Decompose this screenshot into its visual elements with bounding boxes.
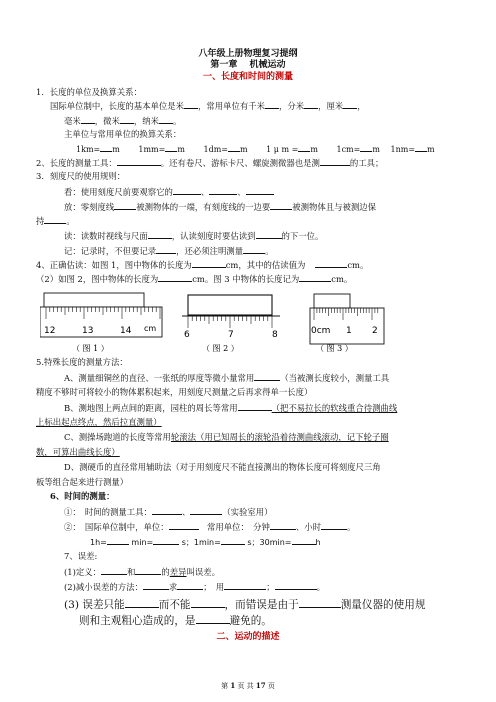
tick-label-2: 2	[372, 326, 378, 336]
method-a-line-1: A、测量细铜丝的直径、一张纸的厚度等微小量常用 （当被测长度较小，测量工具	[64, 373, 390, 383]
page-footer: 第 1 页 共 17 页	[221, 681, 275, 690]
item-4-line-1: 4、正确估读：如图 1，图中物体的长度为 cm，其中的估读值为 cm。	[36, 260, 369, 270]
rule-put: 放：零刻度线 被测物体的一端，有刻度线的一边要 被测物体且与被测边保	[64, 202, 376, 212]
item-5-heading: 5.特殊长度的测量方法：	[36, 357, 128, 367]
tick-label-14: 14	[120, 326, 132, 336]
method-d-line-1: D、测硬币的直径常用辅助法（对于用刻度尺不能直接测出的物体长度可将刻度尺三角	[64, 462, 381, 472]
method-b-line-2: 上标出起点终点，然后拉直测量）	[36, 417, 162, 427]
item-4-line-2: （2）如图 2，图中物体的长度为 cm。图 3 中物体的长度记为 cm。	[36, 274, 353, 284]
conversion-line: 1km= m 1mm= m 1dm= m 1 μ m = m 1cm= m 1nm= m	[76, 145, 435, 154]
error-vs-mistake-line-1: (3) 误差只能 而不能 ，而错误是由于 测量仪器的使用规	[64, 599, 426, 611]
tick-label-12: 12	[44, 326, 56, 336]
unit-line-1: 国际单位制中，长度的基本单位是米 ，常用单位有千米 ，分米 ，厘米 ，	[50, 101, 366, 111]
unit-line-2: 毫米 ，微米 ，纳米 。	[64, 116, 182, 126]
page-title: 八年级上册物理复习提纲	[198, 49, 298, 59]
rule-read: 读：读数时视线与尺面 ，认读刻度时要估读到 的下一位。	[64, 231, 324, 241]
item-1-heading: 1．长度的单位及换算关系：	[36, 87, 142, 97]
conversion-heading: 主单位与常用单位的换算关系：	[64, 129, 182, 139]
tick-label-7: 7	[228, 330, 234, 340]
item-2: 2、长度的测量工具： 。还有卷尺、游标卡尺、螺旋测微器也是测 的工具；	[36, 158, 384, 168]
time-tools: ①： 时间的测量工具： 、 （实验室用）	[64, 507, 273, 517]
tick-label-13: 13	[82, 326, 94, 336]
chapter-title: 第一章 机械运动	[210, 60, 286, 70]
tick-label-6: 6	[184, 330, 190, 340]
measured-object-2	[188, 295, 272, 315]
rule-record: 记：记录时，不但要记录 ，还必须注明测量 。	[64, 246, 274, 256]
figure-3-caption: （ 图 3 ）	[316, 344, 353, 353]
item-3-heading: 3．刻度尺的使用规则：	[36, 171, 126, 181]
error-reduction: (2)减小误差的方法： 求 ； 用 ； 。	[64, 582, 325, 592]
method-c-line-2: 数，可算出曲线长度）	[36, 447, 120, 457]
method-d-line-2: 板等组合起来进行测量）	[36, 477, 129, 487]
tick-label-0cm: 0cm	[311, 326, 331, 336]
tick-label-1: 1	[346, 326, 352, 336]
page-number: 1	[230, 681, 236, 690]
time-conversion: 1h= min= s；1min= s；30min= h	[90, 538, 321, 547]
section-heading-1: 一、长度和时间的测量	[202, 72, 293, 82]
method-b-line-1: B、测地图上两点间的距离，园柱的周长等常用 （把不易拉长的软线重合待测曲线	[64, 403, 398, 413]
figure-2-caption: （ 图 2 ）	[202, 344, 239, 353]
measured-object-1	[44, 293, 144, 307]
error-vs-mistake-line-2: 则和主观粗心造成的，是 避免的。	[79, 615, 272, 627]
figure-1-caption: （ 图 1 ）	[72, 344, 109, 353]
method-a-line-2: 精度不够时可将较小的物体累积起来，用刻度尺测量之后再求得单一长度）	[36, 387, 313, 397]
section-heading-2: 二、运动的描述	[216, 632, 280, 642]
time-units: ②： 国际单位制中，单位： 常用单位： 分钟 、小时 。	[64, 522, 356, 532]
ruler-figure-3	[308, 290, 388, 354]
method-c-line-1: C、测操场跑道的长度等常用轮滚法（用已知周长的滚轮沿着待测曲线滚动，记下轮子圈	[64, 432, 389, 442]
unit-label-cm: cm	[144, 324, 157, 333]
rule-put-cont: 持 。	[36, 216, 75, 226]
page-total: 17	[255, 681, 266, 690]
ruler-figure-1	[40, 290, 164, 354]
item-6-heading: 6、时间的测量：	[50, 491, 115, 501]
measured-object-3	[314, 294, 350, 308]
ruler-figure-2	[182, 290, 282, 354]
tick-label-8: 8	[272, 330, 278, 340]
rule-look: 看：使用刻度尺前要观察它的 、 、	[64, 186, 274, 198]
error-definition: (1)定义： 和 的差异叫误差。	[64, 567, 220, 577]
item-7-heading: 7、误差:	[64, 551, 98, 561]
